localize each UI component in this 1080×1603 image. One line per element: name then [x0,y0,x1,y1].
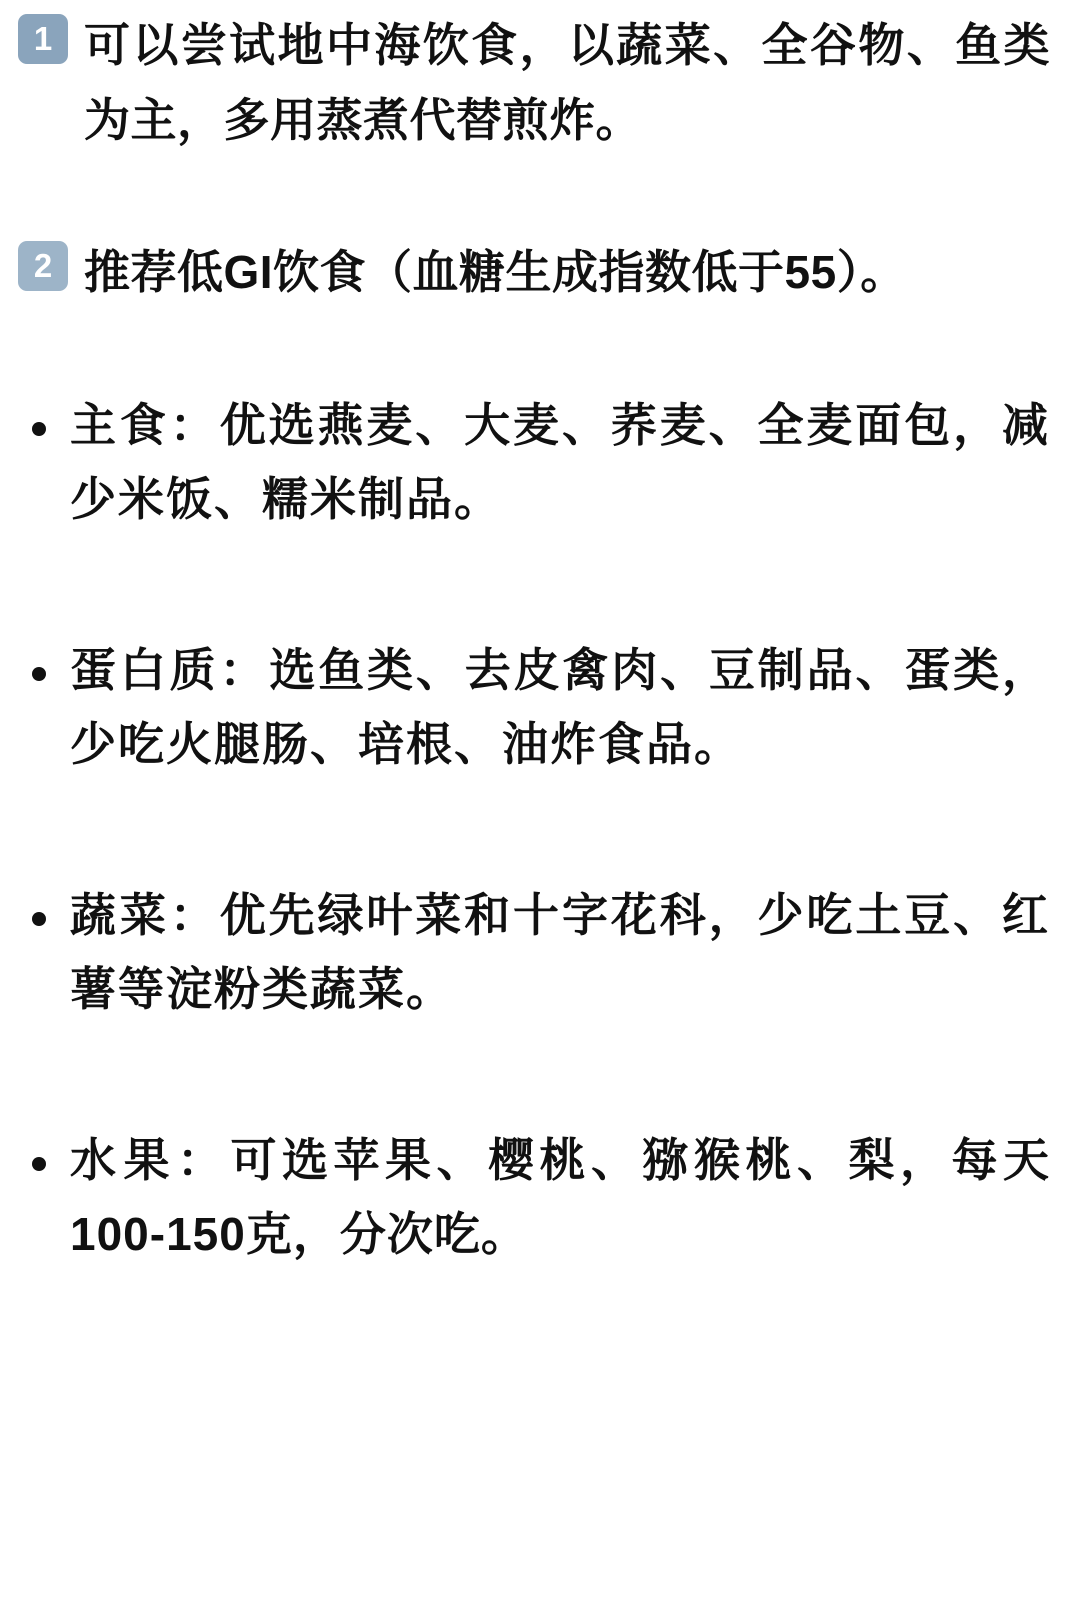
number-badge-1: 1 [18,14,68,64]
bullet-dot-icon [32,1157,46,1171]
bullet-text-protein: 选鱼类、去皮禽肉、豆制品、蛋类，少吃火腿肠、培根、油炸食品。 [70,643,1051,771]
numbered-item-2-text: 推荐低GI饮食（血糖生成指数低于55）。 [84,246,907,299]
number-badge-2: 2 [18,241,68,291]
bullet-dot-icon [32,912,46,926]
numbered-item-1-text: 可以尝试地中海饮食，以蔬菜、全谷物、鱼类为主，多用蒸煮代替煎炸。 [84,19,1050,146]
bullet-label-fruits: 水果： [70,1133,231,1186]
numbered-item-2 [18,235,1050,310]
bullet-text-vegetables: 优先绿叶菜和十字花科，少吃土豆、红薯等淀粉类蔬菜。 [70,888,1051,1016]
bullet-item-fruits-body [70,1123,1050,1272]
bullet-label-protein: 蛋白质： [70,643,270,696]
bullet-dot-icon [32,667,46,681]
bullet-item-vegetables [18,878,1050,1027]
bullet-item-staple-food-body [70,388,1050,537]
bullet-dot-icon [32,422,46,436]
bullet-item-protein-body [70,633,1050,782]
numbered-item-1 [18,8,1050,157]
bullet-item-vegetables-body [70,878,1050,1027]
bullet-text-fruits: 可选苹果、樱桃、猕猴桃、梨，每天100-150克，分次吃。 [70,1133,1050,1261]
bullet-label-vegetables: 蔬菜： [70,888,220,941]
bullet-item-staple-food [18,388,1050,537]
bullet-item-protein [18,633,1050,782]
bullet-text-staple-food: 优选燕麦、大麦、荞麦、全麦面包，减少米饭、糯米制品。 [70,398,1051,526]
bullet-item-fruits [18,1123,1050,1272]
bullet-label-staple-food: 主食： [70,398,220,451]
